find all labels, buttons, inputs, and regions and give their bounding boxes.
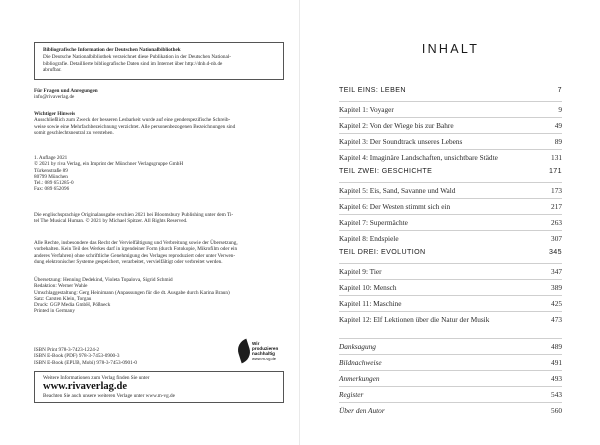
toc-chapter[interactable] <box>339 311 562 324</box>
chapter-page: 473 <box>551 315 562 324</box>
notice-line: weise sowie eine Mehrfachbezeichnung verzichtet. Alle personenbezogenen Bezeichnungen sind <box>34 123 236 130</box>
part-page: 171 <box>548 167 562 175</box>
publisher-info-intro: Weitere Informationen zum Verlag finden Sie unter <box>43 375 150 381</box>
edition-block <box>34 155 284 193</box>
rights-line: vorbehalten. Kein Teil des Werkes darf in irgendeiner Form (durch Fotokopie, Mikrofilm oder ein <box>34 246 238 253</box>
sustainability-text <box>252 341 284 361</box>
toc-part-2[interactable] <box>339 167 562 176</box>
copyright-line: © 2021 by riva Verlag, ein Imprint der Münchner Verlagsgruppe GmbH <box>34 161 184 168</box>
chapter-page: 131 <box>551 153 562 162</box>
toc-back-matter[interactable] <box>339 402 562 415</box>
isbn-pdf: ISBN E-Book (PDF) 978-3-7453-0900-3 <box>34 353 120 360</box>
page-gutter <box>299 0 300 445</box>
chapter-page: 425 <box>551 299 562 308</box>
back-matter-label: Über den Autor <box>339 406 385 415</box>
credit-line: Druck: GGP Media GmbH, Pößneck <box>34 302 111 309</box>
publisher-website-link[interactable]: www.rivaverlag.de <box>43 381 127 393</box>
chapter-page: 307 <box>551 234 562 243</box>
chapter-page: 389 <box>551 283 562 292</box>
edition-line: 1. Auflage 2021 <box>34 155 68 161</box>
back-matter-page: 543 <box>551 390 562 399</box>
isbn-print: ISBN Print 978-3-7423-1224-2 <box>34 347 100 353</box>
chapter-label: Kapitel 7: Supermächte <box>339 218 408 227</box>
chapter-page: 263 <box>551 218 562 227</box>
original-edition-note <box>34 212 284 225</box>
part-page: 345 <box>548 248 562 256</box>
toc-back-matter[interactable] <box>339 338 562 351</box>
toc-chapter[interactable] <box>339 263 562 276</box>
toc-chapter[interactable] <box>339 149 562 162</box>
rights-block <box>34 240 284 265</box>
notice-heading: Wichtiger Hinweis <box>34 111 76 117</box>
credit-line: Printed in Germany <box>34 308 75 315</box>
toc-chapter[interactable] <box>339 279 562 292</box>
credit-line: Umschlaggestaltung: Gerg Heinimann (Anpassungen für die dt. Ausgabe durch Karina Braun) <box>34 289 230 296</box>
toc-part-1[interactable] <box>339 86 562 95</box>
toc-back-matter[interactable] <box>339 354 562 367</box>
publisher-info-box <box>34 371 284 403</box>
part-label: TEIL EINS: LEBEN <box>339 86 406 94</box>
sustainability-url: www.m-vg.de <box>252 356 277 361</box>
part-label: TEIL ZWEI: GESCHICHTE <box>339 167 433 175</box>
isbn-block <box>34 347 194 366</box>
original-line: tel The Musical Human. © 2021 by Michael Spitzer. All Rights Reserved. <box>34 218 188 225</box>
rights-line: dung elektronischer Systeme gespeichert, verarbeitet, vervielfältigt oder verbreitet werden. <box>34 258 223 265</box>
notice-line: somit geschlechtsneutral zu verstehen. <box>34 129 114 136</box>
sustainability-line: Wir produzieren <box>252 341 279 351</box>
chapter-label: Kapitel 10: Mensch <box>339 283 397 292</box>
back-matter-page: 493 <box>551 374 562 383</box>
toc-chapter[interactable] <box>339 230 562 243</box>
chapter-page: 9 <box>558 105 562 114</box>
bibliographic-line: Die Deutsche Nationalbibliothek verzeichnet diese Publikation in der Deutschen National- <box>43 54 231 61</box>
chapter-label: Kapitel 2: Von der Wiege bis zur Bahre <box>339 121 454 130</box>
sustainability-line: nachhaltig <box>252 351 275 356</box>
chapter-label: Kapitel 4: Imaginäre Landschaften, unsichtbare Städte <box>339 153 498 162</box>
toc-part-3[interactable] <box>339 248 562 257</box>
chapter-label: Kapitel 1: Voyager <box>339 105 394 114</box>
chapter-page: 217 <box>551 202 562 211</box>
questions-block <box>34 88 284 101</box>
rights-line: Alle Rechte, insbesondere das Recht der Vervielfältigung und Verbreitung sowie der Übersetzung, <box>34 240 238 246</box>
chapter-page: 347 <box>551 267 562 276</box>
rights-line: anderes Verfahren) ohne schriftliche Genehmigung des Verlages reproduziert oder unter Verwen- <box>34 252 236 259</box>
contact-email[interactable]: info@rivaverlag.de <box>34 94 75 101</box>
phone-line: Tel.: 089 651285-0 <box>34 180 74 187</box>
toc-chapter[interactable] <box>339 214 562 227</box>
bibliographic-line: bibliografie. Detaillierte bibliografische Daten sind im Internet über http://dnb.d-nb.de <box>43 60 223 67</box>
back-matter-page: 491 <box>551 358 562 367</box>
credit-line: Satz: Carsten Klein, Torgau <box>34 295 92 302</box>
chapter-page: 89 <box>554 137 562 146</box>
toc-chapter[interactable] <box>339 198 562 211</box>
toc-chapter[interactable] <box>339 295 562 308</box>
bibliographic-heading: Bibliografische Information der Deutschen Nationalbibliothek <box>43 47 181 53</box>
chapter-label: Kapitel 9: Tier <box>339 267 382 276</box>
back-matter-page: 560 <box>551 406 562 415</box>
credit-line: Übersetzung: Henning Dedekind, Violeta Topalova, Sigrid Schmid <box>34 277 173 283</box>
back-matter-label: Danksagung <box>339 342 376 351</box>
toc-chapter[interactable] <box>339 117 562 130</box>
toc-chapter[interactable] <box>339 133 562 146</box>
sustainability-badge <box>238 336 284 366</box>
bibliographic-info-box <box>34 42 284 80</box>
chapter-label: Kapitel 5: Eis, Sand, Savanne und Wald <box>339 186 456 195</box>
chapter-label: Kapitel 3: Der Soundtrack unseres Lebens <box>339 137 463 146</box>
address-city: 80799 München <box>34 173 68 180</box>
toc-chapter[interactable] <box>339 182 562 195</box>
isbn-epub: ISBN E-Book (EPUB, Mobi) 978-3-7453-0901-0 <box>34 359 138 366</box>
address-street: Türkenstraße 89 <box>34 167 68 174</box>
bibliographic-line: abrufbar. <box>43 66 62 73</box>
important-notice <box>34 111 284 136</box>
publisher-info-outro: Beachten Sie auch unsere weiteren Verlage unter www.m-vg.de <box>43 393 175 400</box>
toc-back-matter[interactable] <box>339 386 562 399</box>
back-matter-label: Bildnachweise <box>339 358 382 367</box>
chapter-label: Kapitel 12: Elf Lektionen über die Natur der Musik <box>339 315 490 324</box>
chapter-page: 49 <box>554 121 562 130</box>
chapter-label: Kapitel 6: Der Westen stimmt sich ein <box>339 202 451 211</box>
original-line: Die englischsprachige Originalausgabe erschien 2021 bei Bloomsbury Publishing unter dem Ti- <box>34 212 234 218</box>
back-matter-label: Anmerkungen <box>339 374 380 383</box>
chapter-label: Kapitel 8: Endspiele <box>339 234 399 243</box>
toc-title: INHALT <box>421 42 480 56</box>
leaf-icon <box>235 339 253 364</box>
back-matter-label: Register <box>339 390 364 399</box>
chapter-page: 173 <box>551 186 562 195</box>
back-matter-page: 489 <box>551 342 562 351</box>
notice-line: Ausschließlich zum Zweck der besseren Lesbarkeit wurde auf eine genderspezifische Schreib- <box>34 117 231 124</box>
toc-back-matter[interactable] <box>339 370 562 383</box>
questions-heading: Für Fragen und Anregungen <box>34 88 98 94</box>
toc-chapter[interactable] <box>339 101 562 114</box>
part-label: TEIL DREI: EVOLUTION <box>339 248 426 256</box>
fax-line: Fax: 089 652096 <box>34 186 70 193</box>
part-page: 7 <box>557 86 562 94</box>
chapter-label: Kapitel 11: Maschine <box>339 299 402 308</box>
credits-block <box>34 277 284 315</box>
credit-line: Redaktion: Werner Wahle <box>34 283 88 290</box>
